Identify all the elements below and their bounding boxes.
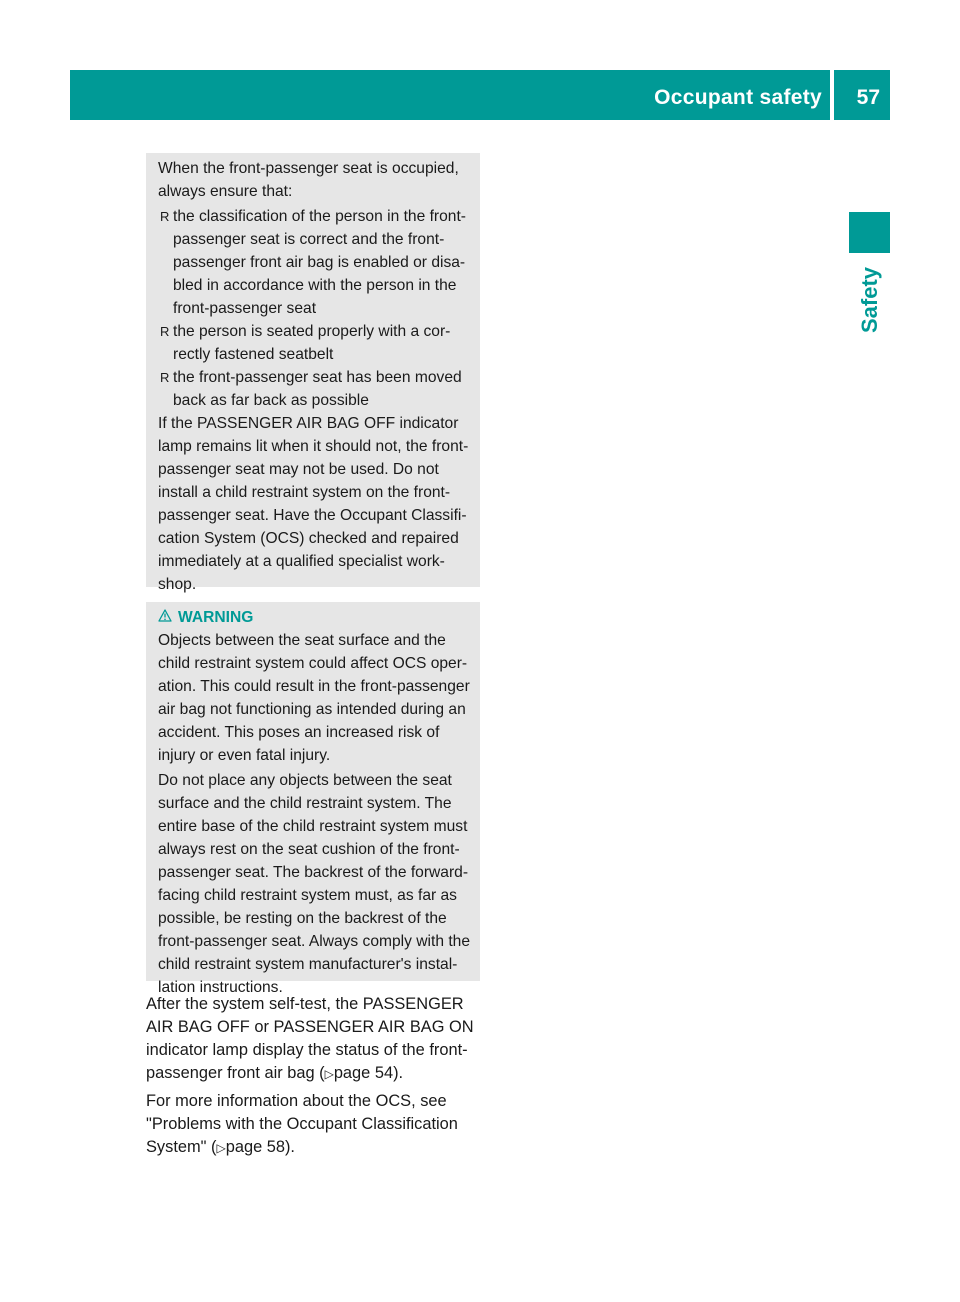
bullet-icon: R — [160, 370, 170, 385]
side-tab-marker — [849, 212, 890, 253]
warning-heading: WARNING — [158, 606, 472, 629]
warning-paragraph: Do not place any objects between the seat surface and the child restraint system. The entire base of the child restraint system must always rest on the seat cushion of the front-passenger seat. The backrest of the forward-facing child restraint system must, as far as possible, be resting on the backrest of the front-passenger seat. Always comply with the child restraint system manufacturer's instal-lation instructions. — [158, 772, 471, 996]
page-reference-arrow-icon: ▷ — [324, 1067, 334, 1081]
header-bar — [70, 70, 890, 120]
info-box — [146, 153, 480, 593]
bullet-icon: R — [160, 324, 170, 339]
bullet-icon: R — [160, 209, 170, 224]
body-paragraph: For more information about the OCS, see "Problems with the Occupant Classification System" (▷page 58). — [146, 1092, 458, 1156]
section-title: Occupant safety — [654, 86, 822, 109]
side-tab-label: Safety — [857, 266, 882, 334]
warning-paragraph: Objects between the seat surface and the child restraint system could affect OCS oper-ation. This could result in the front-passenger air bag not functioning as intended during an accident. This poses an increased risk of injury or even fatal injury. — [158, 632, 470, 764]
box-closing: If the PASSENGER AIR BAG OFF indicator lamp remains lit when it should not, the front-passenger seat may not be used. Do not install a child restraint system on the front-passenger seat. Have the Occupant Classifi-cation System (OCS) checked and repaired immediately at a qualified specialist work-shop. — [158, 415, 469, 593]
body-paragraph: After the system self-test, the PASSENGER AIR BAG OFF or PASSENGER AIR BAG ON indicator lamp display the status of the front-passenger front air bag (▷page 54). — [146, 995, 474, 1082]
warning-triangle-icon — [158, 609, 172, 622]
bullet-item: R the front-passenger seat has been moved back as far back as possible — [158, 366, 472, 412]
page-link[interactable]: page 58 — [225, 1138, 285, 1156]
bullet-item: R the person is seated properly with a cor-rectly fastened seatbelt — [158, 320, 472, 366]
body-text — [146, 993, 491, 1160]
page-link[interactable]: page 54 — [333, 1064, 394, 1082]
bullet-list — [158, 205, 472, 412]
header-divider — [830, 70, 834, 120]
bullet-item: R the classification of the person in the front-passenger seat is correct and the front-passenger front air bag is enabled or disa-bled in accordance with the person in the front-passenger seat — [158, 205, 472, 320]
page-reference-arrow-icon: ▷ — [216, 1141, 226, 1155]
page-number: 57 — [856, 86, 880, 109]
box-intro: When the front-passenger seat is occupied, always ensure that: — [158, 160, 459, 200]
warning-box — [146, 602, 480, 996]
